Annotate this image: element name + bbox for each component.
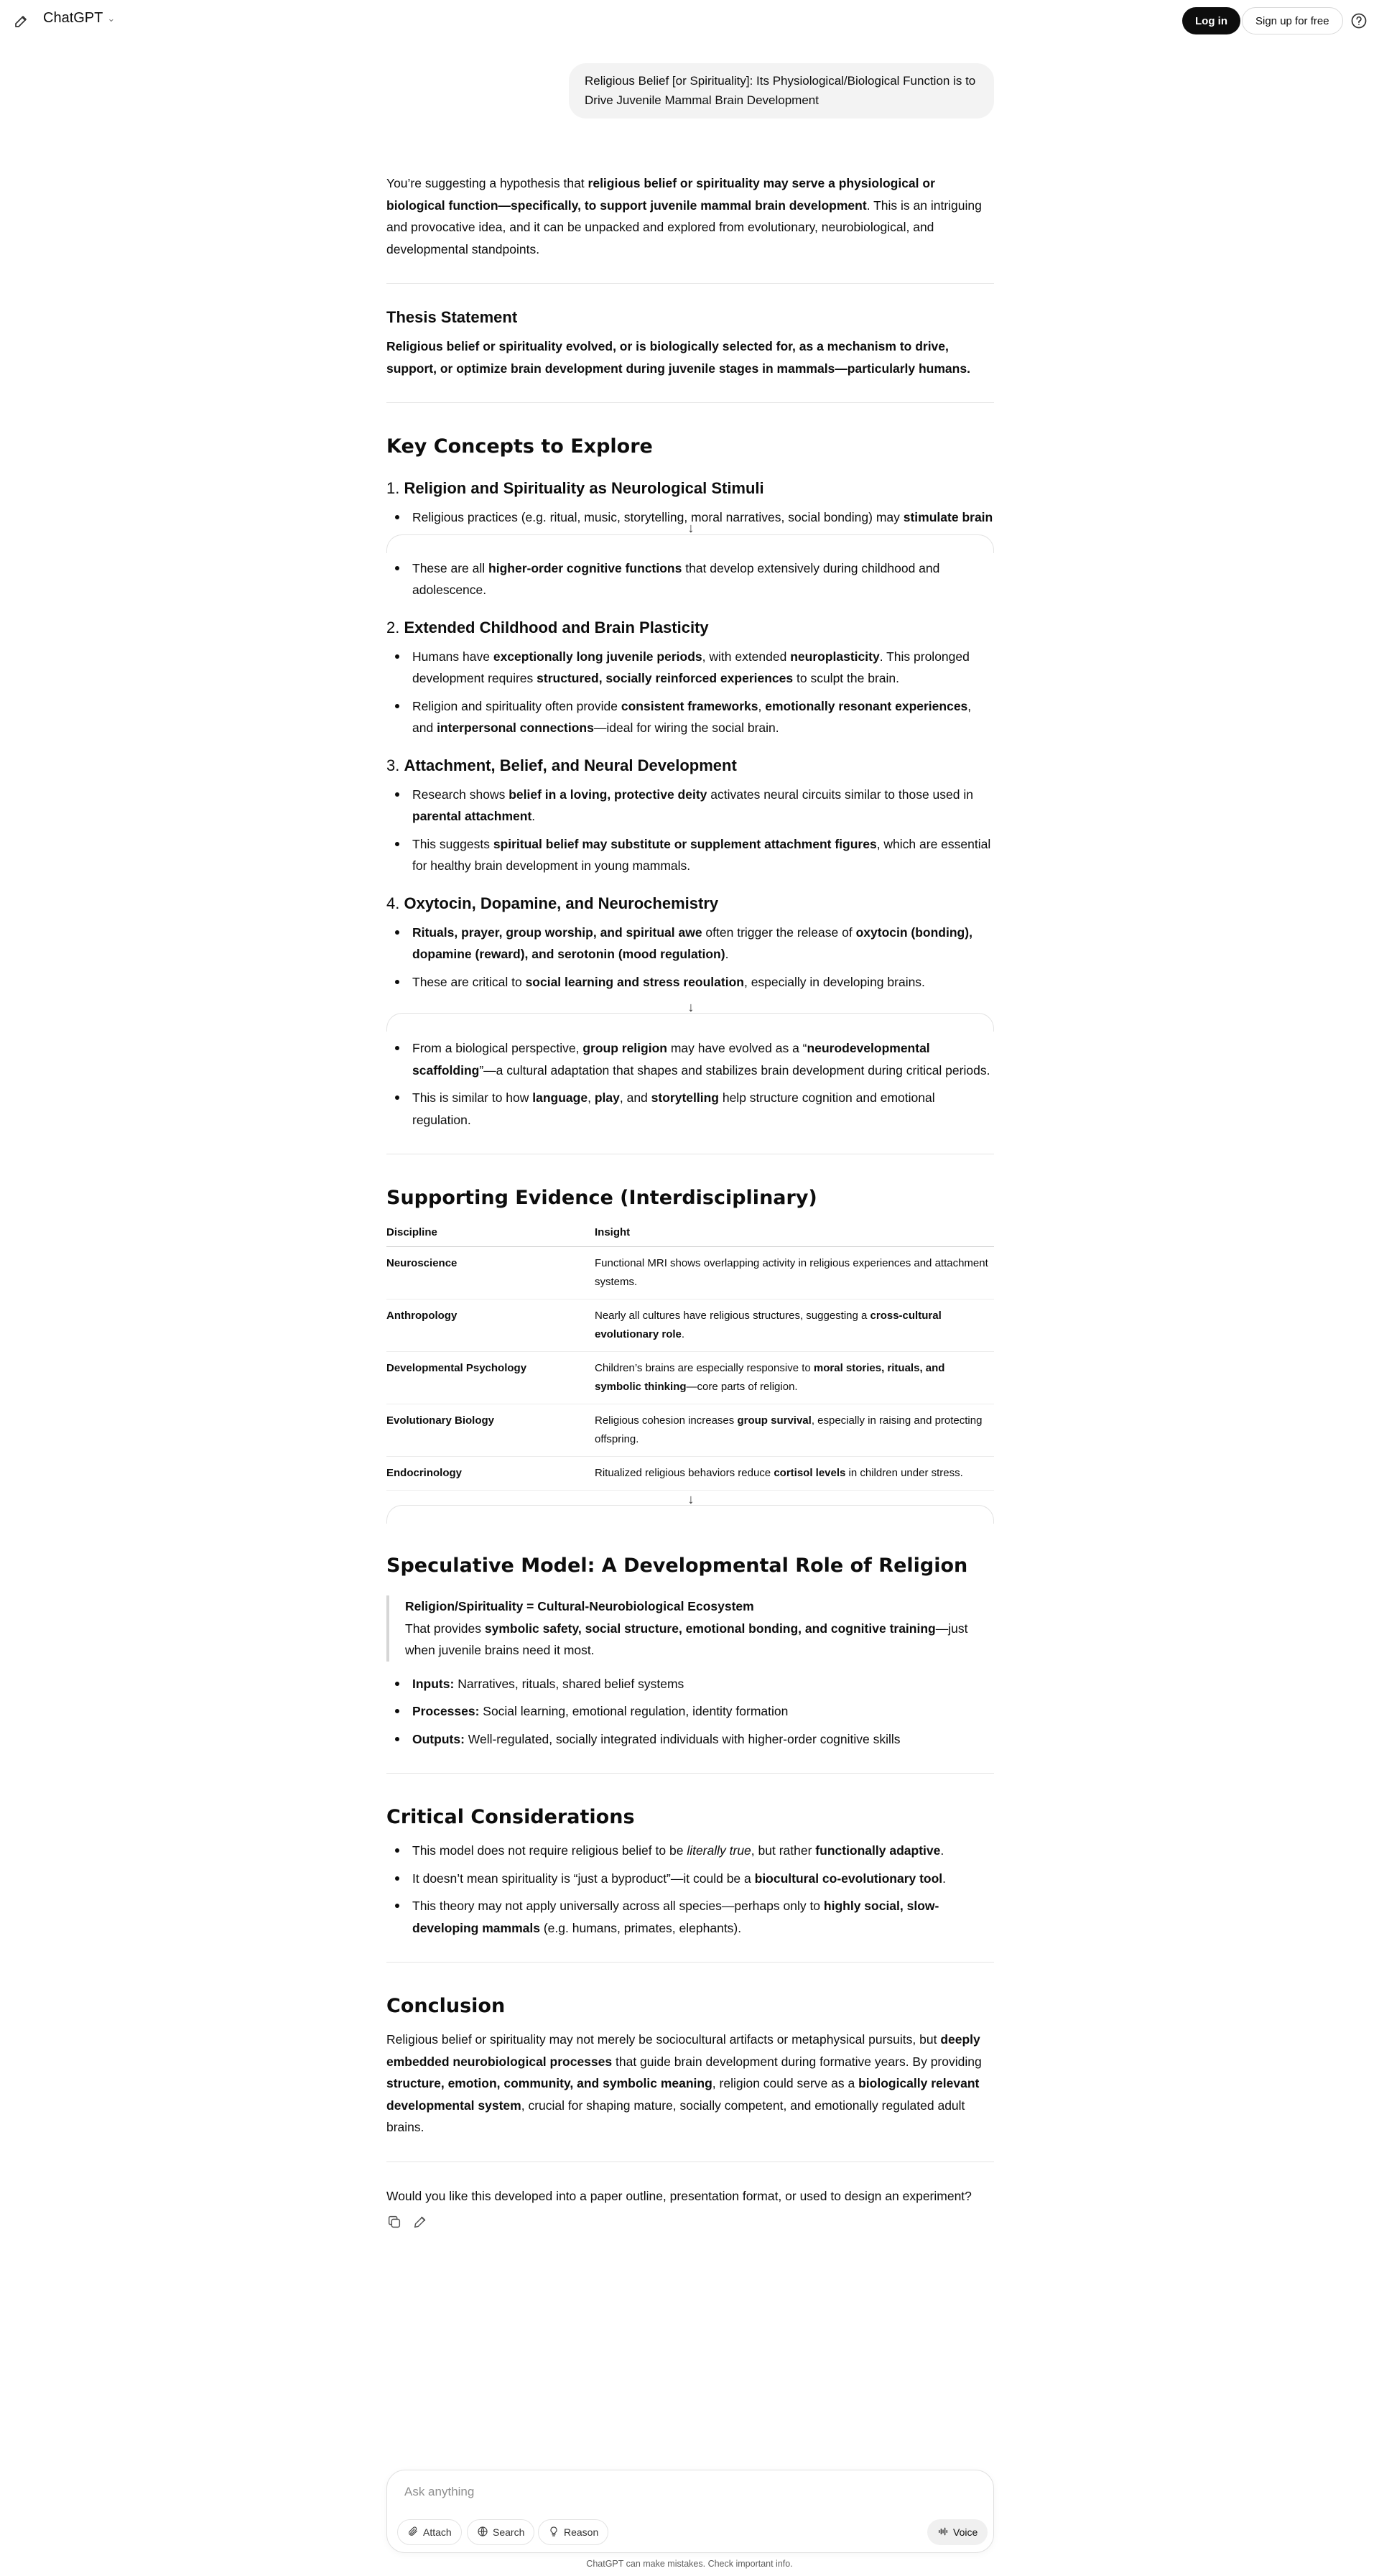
- section-2-heading: 2. Extended Childhood and Brain Plasticity: [386, 618, 709, 636]
- scroll-down-icon[interactable]: ↓: [687, 999, 695, 1014]
- evidence-table: [386, 1220, 994, 1491]
- thesis-heading: Thesis Statement: [386, 308, 518, 326]
- section-3-heading: 3. Attachment, Belief, and Neural Development: [386, 756, 737, 774]
- critical-heading: Critical Considerations: [386, 1806, 635, 1828]
- message-input[interactable]: Ask anything: [404, 2485, 475, 2498]
- copy-icon[interactable]: [386, 2214, 404, 2231]
- section-1-heading: 1. Religion and Spirituality as Neurological Stimuli: [386, 479, 764, 497]
- new-chat-icon[interactable]: [13, 12, 30, 29]
- insight-cell: Children’s brains are especially responsive to moral stories, rituals, and symbolic thinking—core parts of religion.: [595, 1352, 994, 1404]
- login-button[interactable]: Log in: [1182, 7, 1240, 34]
- voice-label: Voice: [953, 2526, 978, 2538]
- assistant-response: [386, 172, 994, 2231]
- section-1-list-cont: [386, 557, 994, 601]
- table-row: [386, 1299, 994, 1352]
- model-heading: Speculative Model: A Developmental Role of Religion: [386, 1555, 968, 1577]
- message-actions: [386, 2214, 994, 2231]
- list-item: Research shows belief in a loving, protective deity activates neural circuits similar to those used in parental attachment.: [386, 784, 994, 828]
- critical-list: [386, 1840, 994, 1939]
- user-message-bubble: Religious Belief [or Spirituality]: Its Physiological/Biological Function is to Drive Juvenile Mammal Brain Development: [569, 63, 994, 119]
- conclusion-paragraph: Religious belief or spirituality may not merely be sociocultural artifacts or metaphysical pursuits, but deeply embedded neurobiological processes that guide brain development during formative years. By providing structure, emotion, community, and symbolic meaning, religion could serve as a biologically relevant developmental system, crucial for shaping mature, socially competent, and emotionally regulated adult brains.: [386, 2032, 982, 2134]
- list-item: This suggests spiritual belief may substitute or supplement attachment figures, which are essential for healthy brain development in young mammals.: [386, 833, 994, 877]
- globe-icon: [477, 2526, 488, 2539]
- divider: [386, 1773, 994, 1774]
- table-row: [386, 1404, 994, 1457]
- collapsed-content-edge: [386, 1491, 994, 1524]
- quote-body: That provides symbolic safety, social structure, emotional bonding, and cognitive training—just when juvenile brains need it most.: [405, 1621, 968, 1657]
- divider: [386, 283, 994, 284]
- insight-cell: Religious cohesion increases group survival, especially in raising and protecting offspring.: [595, 1404, 994, 1457]
- insight-cell: Ritualized religious behaviors reduce cortisol levels in children under stress.: [595, 1457, 994, 1491]
- column-header-insight: Insight: [595, 1220, 994, 1247]
- section-3-list: [386, 784, 994, 877]
- insight-cell: Nearly all cultures have religious structures, suggesting a cross-cultural evolutionary role.: [595, 1299, 994, 1352]
- list-item: From a biological perspective, group religion may have evolved as a “neurodevelopmental scaffolding”—a cultural adaptation that shapes and stabilizes brain development during critical periods.: [386, 1037, 994, 1081]
- page-scrollbar[interactable]: [1370, 0, 1379, 2576]
- conclusion-heading: Conclusion: [386, 1995, 506, 2017]
- chevron-down-icon: ⌄: [107, 12, 116, 24]
- list-item: It doesn’t mean spirituality is “just a byproduct”—it could be a biocultural co-evolutionary tool.: [386, 1868, 994, 1890]
- model-selector[interactable]: [43, 10, 115, 27]
- section-4-list: [386, 922, 994, 993]
- attach-button[interactable]: [397, 2519, 462, 2545]
- section-2-list: [386, 646, 994, 739]
- paperclip-icon: [407, 2526, 419, 2539]
- voice-wave-icon: [937, 2526, 949, 2539]
- list-item: This theory may not apply universally across all species—perhaps only to highly social, slow-developing mammals (e.g. humans, primates, elephants).: [386, 1895, 994, 1939]
- column-header-discipline: Discipline: [386, 1220, 595, 1247]
- section-4-heading: 4. Oxytocin, Dopamine, and Neurochemistry: [386, 894, 719, 912]
- table-header-row: [386, 1220, 994, 1247]
- brand-title: ChatGPT: [43, 10, 103, 26]
- list-item: This is similar to how language, play, and storytelling help structure cognition and emotional regulation.: [386, 1087, 994, 1131]
- thesis-text: Religious belief or spirituality evolved, or is biologically selected for, as a mechanism to drive, support, or optimize brain development during juvenile stages in mammals—particularly humans.: [386, 339, 970, 376]
- top-bar: [0, 0, 1379, 42]
- collapsed-content-edge: [386, 521, 994, 553]
- model-list: [386, 1673, 994, 1751]
- list-item: Outputs: Well-regulated, socially integrated individuals with higher-order cognitive skills: [386, 1728, 994, 1751]
- list-item: Humans have exceptionally long juvenile periods, with extended neuroplasticity. This prolonged development requires structured, socially reinforced experiences to sculpt the brain.: [386, 646, 994, 690]
- discipline-cell: Anthropology: [386, 1299, 595, 1352]
- key-concepts-heading: Key Concepts to Explore: [386, 435, 653, 458]
- section-5-list: [386, 1037, 994, 1131]
- search-button[interactable]: [467, 2519, 534, 2545]
- list-item: These are all higher-order cognitive functions that develop extensively during childhood and adolescence.: [386, 557, 994, 601]
- discipline-cell: Neuroscience: [386, 1247, 595, 1299]
- disclaimer-text: ChatGPT can make mistakes. Check important info.: [586, 2559, 793, 2569]
- insight-cell: Functional MRI shows overlapping activity in religious experiences and attachment systems.: [595, 1247, 994, 1299]
- list-item: These are critical to social learning and stress reoulation, especially in developing brains.: [386, 971, 994, 993]
- divider: [386, 1962, 994, 1963]
- list-item: This model does not require religious belief to be literally true, but rather functionally adaptive.: [386, 1840, 994, 1862]
- reason-button[interactable]: [538, 2519, 608, 2545]
- help-icon[interactable]: [1350, 12, 1368, 29]
- table-row: [386, 1457, 994, 1491]
- table-row: [386, 1352, 994, 1404]
- discipline-cell: Evolutionary Biology: [386, 1404, 595, 1457]
- discipline-cell: Endocrinology: [386, 1457, 595, 1491]
- attach-label: Attach: [423, 2526, 452, 2538]
- list-item: Religious practices (e.g. ritual, music, storytelling, moral narratives, social bonding) may stimulate brain: [386, 506, 994, 529]
- scroll-down-icon[interactable]: ↓: [687, 521, 695, 536]
- edit-icon[interactable]: [412, 2214, 430, 2231]
- collapsed-content-edge: [386, 999, 994, 1032]
- lightbulb-icon: [548, 2526, 560, 2539]
- evidence-heading: Supporting Evidence (Interdisciplinary): [386, 1187, 817, 1209]
- quote-title: Religion/Spirituality = Cultural-Neurobiological Ecosystem: [405, 1599, 754, 1613]
- list-item: Inputs: Narratives, rituals, shared belief systems: [386, 1673, 994, 1695]
- intro-paragraph: You’re suggesting a hypothesis that religious belief or spirituality may serve a physiological or biological function—specifically, to support juvenile mammal brain development. This is an intriguing and provocative idea, and it can be unpacked and explored from evolutionary, neurobiological, and developmental standpoints.: [386, 176, 982, 256]
- list-item: Rituals, prayer, group worship, and spiritual awe often trigger the release of oxytocin (bonding), dopamine (reward), and serotonin (mood regulation).: [386, 922, 994, 965]
- list-item: Processes: Social learning, emotional regulation, identity formation: [386, 1700, 994, 1723]
- list-item: Religion and spirituality often provide consistent frameworks, emotionally resonant experiences, and interpersonal connections—ideal for wiring the social brain.: [386, 695, 994, 739]
- model-quote: [386, 1595, 994, 1662]
- table-row: [386, 1247, 994, 1299]
- reason-label: Reason: [564, 2526, 599, 2538]
- followup-question: Would you like this developed into a paper outline, presentation format, or used to design an experiment?: [386, 2188, 972, 2203]
- discipline-cell: Developmental Psychology: [386, 1352, 595, 1404]
- message-composer: [386, 2470, 994, 2553]
- divider: [386, 402, 994, 403]
- signup-button[interactable]: Sign up for free: [1242, 7, 1343, 34]
- search-label: Search: [493, 2526, 525, 2538]
- scroll-down-icon[interactable]: ↓: [687, 1491, 695, 1506]
- voice-button[interactable]: [927, 2519, 988, 2545]
